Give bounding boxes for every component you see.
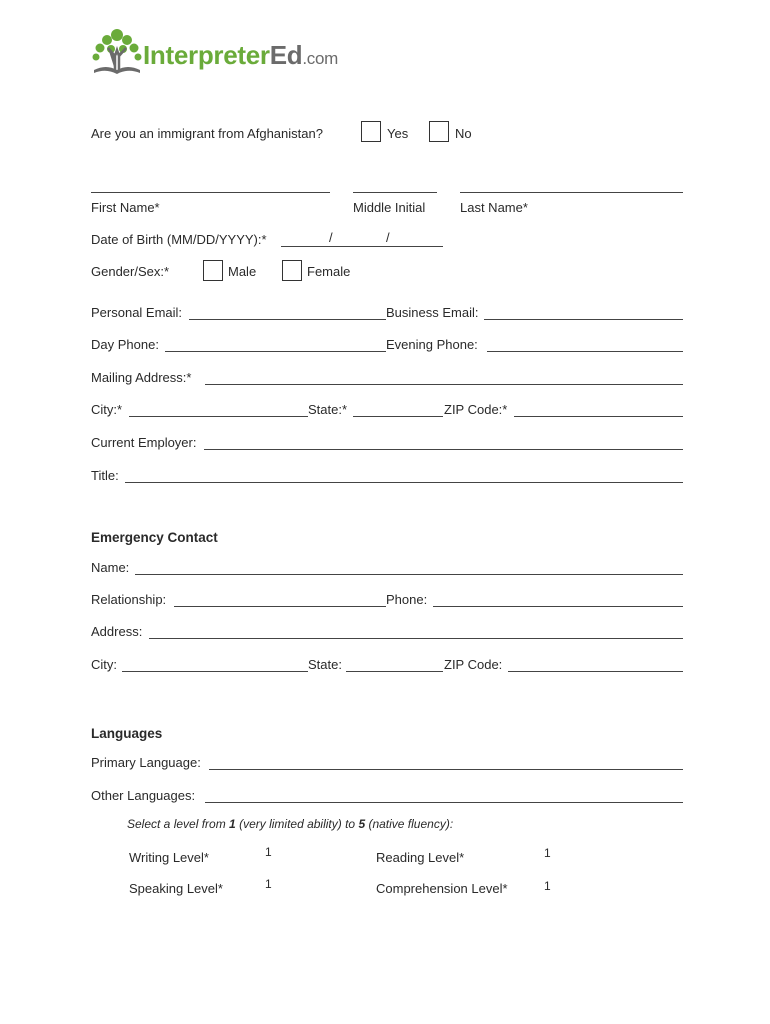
day-phone-field[interactable]: [165, 351, 386, 352]
primary-language-label: Primary Language:: [91, 755, 201, 770]
first-name-field[interactable]: [91, 192, 330, 193]
tree-logo-icon: [90, 26, 144, 76]
speaking-level-select[interactable]: 1: [265, 877, 272, 891]
business-email-label: Business Email:: [386, 305, 479, 320]
gender-male-checkbox[interactable]: [203, 260, 223, 281]
emergency-name-field[interactable]: [135, 574, 683, 575]
middle-initial-label: Middle Initial: [353, 200, 426, 215]
gender-male-label: Male: [228, 264, 257, 279]
immigrant-no-checkbox[interactable]: [429, 121, 449, 142]
state-label: State:*: [308, 402, 348, 417]
evening-phone-label: Evening Phone:: [386, 337, 478, 352]
emergency-city-label: City:: [91, 657, 117, 672]
logo-word-com: .com: [302, 49, 339, 68]
gender-label: Gender/Sex:*: [91, 264, 170, 279]
reading-level-label: Reading Level*: [376, 850, 465, 865]
gender-female-label: Female: [307, 264, 351, 279]
logo-word-interpreter: Interpreter: [143, 40, 270, 70]
immigrant-no-label: No: [455, 126, 472, 141]
dob-separator: /: [329, 230, 333, 245]
last-name-field[interactable]: [460, 192, 683, 193]
primary-language-field[interactable]: [209, 769, 683, 770]
city-field[interactable]: [129, 416, 308, 417]
emergency-heading: Emergency Contact: [91, 530, 218, 545]
emergency-state-field[interactable]: [346, 671, 443, 672]
gender-female-checkbox[interactable]: [282, 260, 302, 281]
other-languages-label: Other Languages:: [91, 788, 196, 803]
immigrant-yes-checkbox[interactable]: [361, 121, 381, 142]
employer-label: Current Employer:: [91, 435, 197, 450]
emergency-name-label: Name:: [91, 560, 130, 575]
employer-field[interactable]: [204, 449, 683, 450]
dob-label: Date of Birth (MM/DD/YYYY):*: [91, 232, 267, 247]
writing-level-label: Writing Level*: [129, 850, 209, 865]
business-email-field[interactable]: [484, 319, 683, 320]
day-phone-label: Day Phone:: [91, 337, 159, 352]
other-languages-field[interactable]: [205, 802, 683, 803]
emergency-phone-field[interactable]: [433, 606, 683, 607]
mailing-address-label: Mailing Address:*: [91, 370, 192, 385]
zip-label: ZIP Code:*: [444, 402, 508, 417]
emergency-address-field[interactable]: [149, 638, 683, 639]
dob-field[interactable]: [281, 246, 443, 247]
comprehension-level-label: Comprehension Level*: [376, 881, 508, 896]
comprehension-level-select[interactable]: 1: [544, 879, 551, 893]
immigrant-yes-label: Yes: [387, 126, 409, 141]
reading-level-select[interactable]: 1: [544, 846, 551, 860]
personal-email-label: Personal Email:: [91, 305, 183, 320]
emergency-state-label: State:: [308, 657, 342, 672]
speaking-level-label: Speaking Level*: [129, 881, 223, 896]
emergency-phone-label: Phone:: [386, 592, 428, 607]
last-name-label: Last Name*: [460, 200, 528, 215]
logo-wordmark: [143, 40, 338, 71]
relationship-field[interactable]: [174, 606, 386, 607]
level-instruction: Select a level from 1 (very limited ability) to 5 (native fluency):: [127, 817, 454, 831]
writing-level-select[interactable]: 1: [265, 845, 272, 859]
city-label: City:*: [91, 402, 123, 417]
languages-heading: Languages: [91, 726, 163, 741]
emergency-zip-field[interactable]: [508, 671, 683, 672]
state-field[interactable]: [353, 416, 443, 417]
emergency-address-label: Address:: [91, 624, 143, 639]
zip-field[interactable]: [514, 416, 683, 417]
dob-separator: /: [386, 230, 390, 245]
mailing-address-field[interactable]: [205, 384, 683, 385]
logo-word-ed: Ed: [269, 40, 303, 70]
middle-initial-field[interactable]: [353, 192, 437, 193]
title-field[interactable]: [125, 482, 683, 483]
title-label: Title:: [91, 468, 119, 483]
immigrant-question: Are you an immigrant from Afghanistan?: [91, 126, 323, 141]
emergency-city-field[interactable]: [122, 671, 308, 672]
first-name-label: First Name*: [91, 200, 160, 215]
emergency-zip-label: ZIP Code:: [444, 657, 503, 672]
evening-phone-field[interactable]: [487, 351, 683, 352]
personal-email-field[interactable]: [189, 319, 386, 320]
relationship-label: Relationship:: [91, 592, 167, 607]
